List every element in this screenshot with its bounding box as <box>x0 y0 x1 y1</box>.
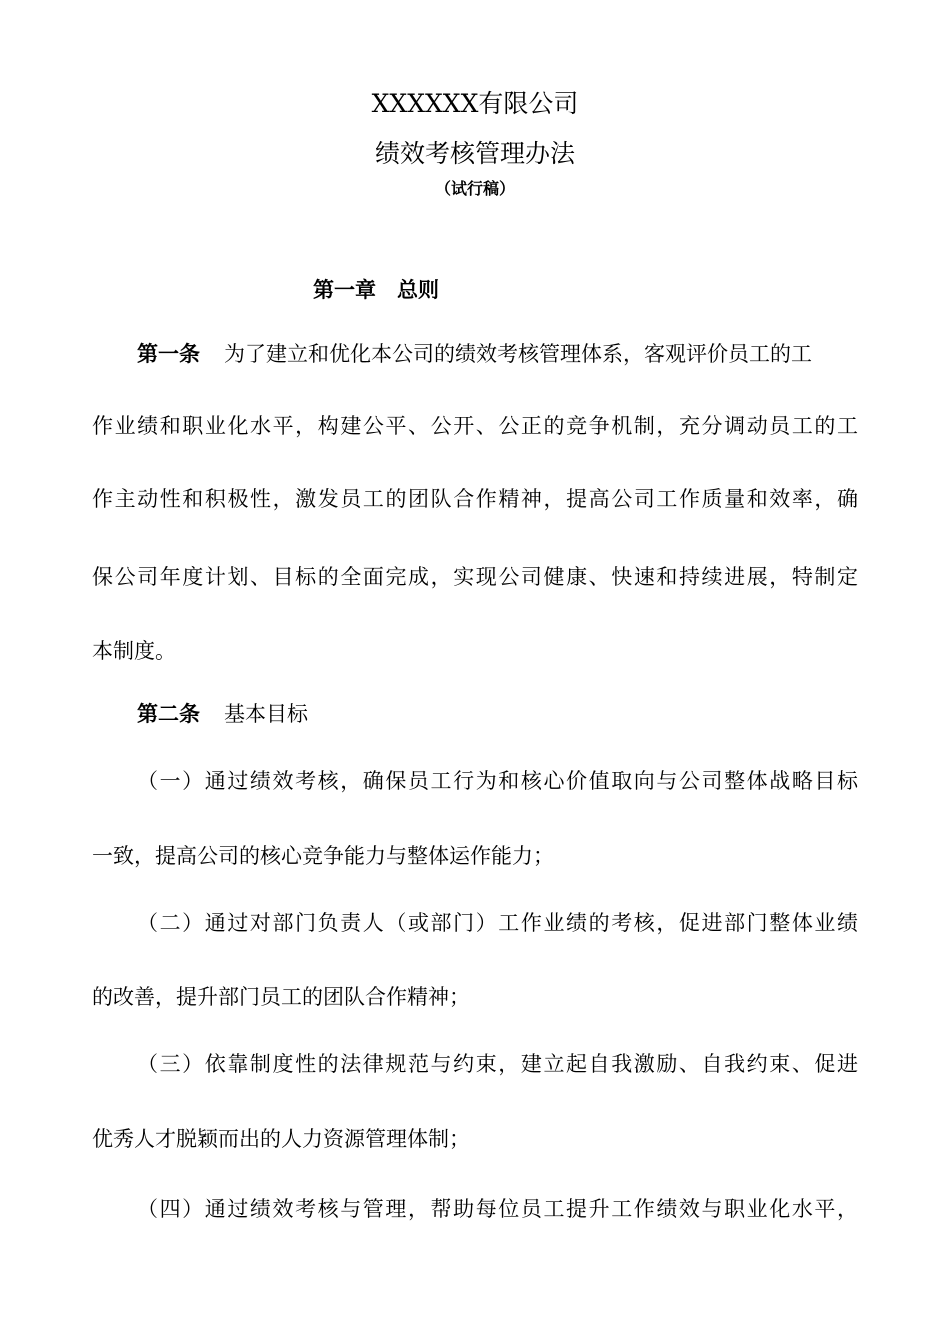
article1-text: 为了建立和优化本公司的绩效考核管理体系，客观评价员工的工 <box>224 342 812 366</box>
article1-line1 <box>137 340 812 368</box>
article1-line4: 保公司年度计划、目标的全面完成，实现公司健康、快速和持续进展，特制定 <box>92 565 858 589</box>
article1-line2: 作业绩和职业化水平，构建公平、公开、公正的竞争机制，充分调动员工的工 <box>92 414 858 438</box>
article2-item4-line1: （四）通过绩效考核与管理，帮助每位员工提升工作绩效与职业化水平， <box>137 1197 858 1221</box>
document-subtitle: （试行稿） <box>434 179 515 198</box>
document-title: 绩效考核管理办法 <box>374 139 575 168</box>
article2-heading-line <box>137 700 308 728</box>
article1-line3: 作主动性和积极性，激发员工的团队合作精神，提高公司工作质量和效率，确 <box>92 487 858 511</box>
company-name: XXXXXX有限公司 <box>371 89 579 118</box>
article2-item2-line2: 的改善，提升部门员工的团队合作精神； <box>92 985 470 1009</box>
chapter-heading: 第一章 总则 <box>313 278 439 302</box>
article2-item3-line2: 优秀人才脱颖而出的人力资源管理体制； <box>92 1127 470 1151</box>
article2-item1-line2: 一致，提高公司的核心竞争能力与整体运作能力； <box>92 844 554 868</box>
article2-heading: 基本目标 <box>224 702 308 726</box>
article2-label: 第二条 <box>137 702 200 726</box>
article2-item3-line1: （三）依靠制度性的法律规范与约束，建立起自我激励、自我约束、促进 <box>137 1052 858 1076</box>
article2-item1-line1: （一）通过绩效考核，确保员工行为和核心价值取向与公司整体战略目标 <box>137 769 858 793</box>
article2-item2-line1: （二）通过对部门负责人（或部门）工作业绩的考核，促进部门整体业绩 <box>137 911 858 935</box>
article1-label: 第一条 <box>137 342 200 366</box>
article1-line5: 本制度。 <box>92 639 176 663</box>
